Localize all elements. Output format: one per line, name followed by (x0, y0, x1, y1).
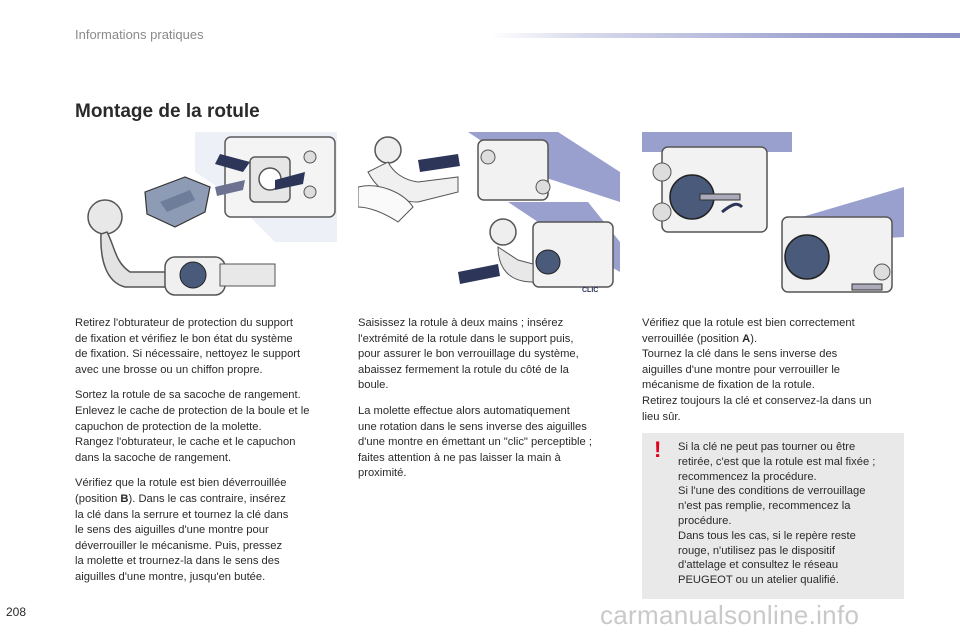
paragraph-clic: La molette effectue alors automatiquement une rotation dans le sens inverse des aiguilles d'une montre en émettant un "clic" perceptible ; faites attention à ne pas laisser la main à proximité. (358, 404, 592, 480)
illustration-remove-cover (75, 132, 337, 302)
position-a-label: A (742, 332, 751, 345)
warning-box (642, 433, 904, 599)
paragraph-remove-cover: Retirez l'obturateur de protection du support de fixation et vérifiez le bon état du système de fixation. Si nécessaire, nettoyez le support avec une brosse ou un chiffon propre. (75, 317, 301, 376)
paragraph-check-unlocked: Vérifiez que la rotule est bien déverrouillée (position B). Dans le cas contraire, insérez la clé dans la serrure et tournez la clé dans le sens des aiguilles d'une montre pour déverrouiller le mécanisme. Puis, pressez la molette et trournez-la dans le sens des aiguilles d'une montre, jusqu'en butée. (75, 477, 289, 583)
section-title: Informations pratiques (75, 27, 204, 42)
page-heading: Montage de la rotule (75, 101, 260, 122)
column-instructions-2 (358, 316, 626, 492)
paragraph-check-locked: Vérifiez que la rotule est bien correctement verrouillée (position A). Tournez la clé dans le sens inverse des aiguilles d'une montre pour verrouiller le mécanisme de fixation de la rotule. Retirez toujours la clé et conservez-la dans un lieu sûr. (642, 317, 872, 423)
page-number: 208 (6, 605, 27, 619)
illustration-lock-key (642, 132, 904, 302)
column-instructions-3 (642, 316, 904, 435)
paragraph-insert-ball: Saisissez la rotule à deux mains ; insérez l'extrémité de la rotule dans le support puis, pour assurer le bon verrouillage du système, abaissez fermement la rotule du côté de la boule. (358, 317, 579, 392)
position-b-label: B (120, 492, 129, 505)
watermark: carmanualsonline.info (600, 600, 860, 630)
illustration-insert-ball (358, 132, 620, 302)
column-instructions-1 (75, 316, 340, 596)
clic-label: CLIC (582, 287, 599, 294)
paragraph-unpack: Sortez la rotule de sa sacoche de rangement. Enlevez le cache de protection de la boule et le capuchon de protection de la molette. Rangez l'obturateur, le cache et le capuchon dans la sacoche de rangement. (75, 389, 310, 464)
warning-text: Si la clé ne peut pas tourner ou être retirée, c'est que la rotule est mal fixée ; recommencez la procédure. Si l'une des conditions de verrouillage n'est pas remplie, recommencez la procédure. Dans tous les cas, si le repère reste rouge, n'utilisez pas le dispositif d'attelage et consultez le réseau PEUGEOT ou un atelier qualifié. (678, 441, 876, 587)
warning-icon: ! (654, 437, 662, 462)
header-accent-bar (490, 33, 960, 38)
